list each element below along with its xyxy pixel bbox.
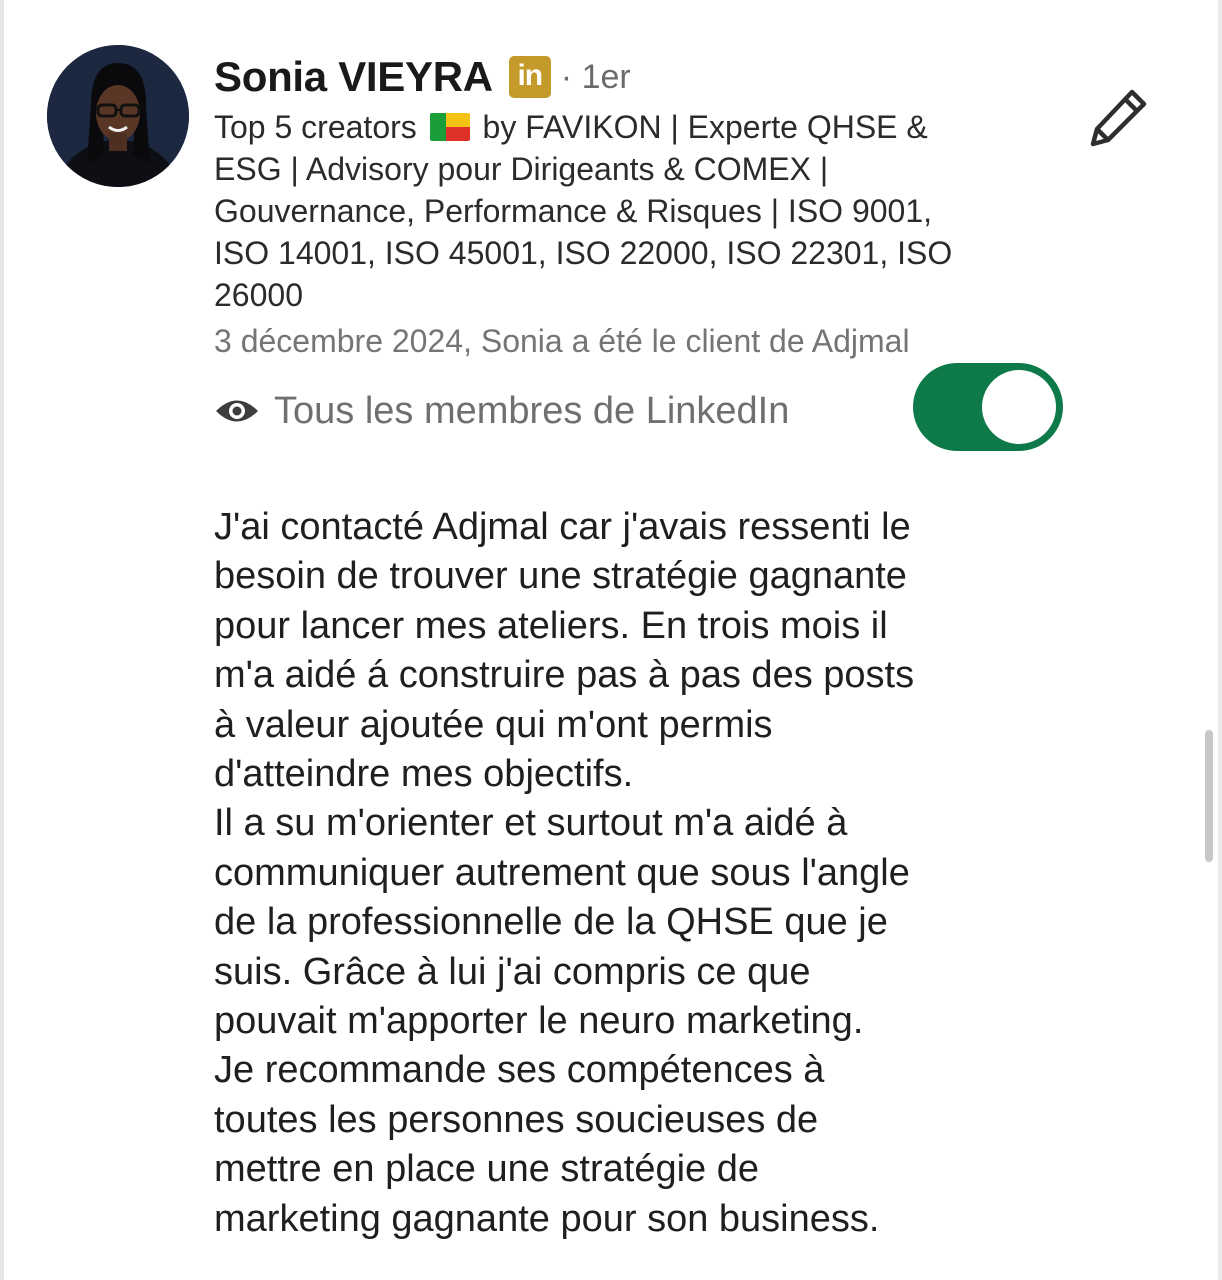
visibility-toggle[interactable] [913, 363, 1063, 451]
avatar[interactable] [47, 45, 189, 187]
recommendation-line: d'atteindre mes objectifs. [214, 753, 634, 796]
recommendation-line: suis. Grâce à lui j'ai compris ce que [214, 950, 811, 993]
recommendation-line: Il a su m'orienter et surtout m'a aidé à [214, 802, 848, 845]
recommendation-line: communiquer autrement que sous l'angle [214, 851, 910, 894]
visibility-setting [214, 385, 789, 437]
recommendation-line: Je recommande ses compétences à [214, 1049, 825, 1092]
author-header [214, 48, 631, 106]
headline-line-3: Gouvernance, Performance & Risques | ISO 9001, [214, 193, 933, 229]
visibility-label: Tous les membres de LinkedIn [274, 389, 790, 432]
recommendation-line: marketing gagnante pour son business. [214, 1197, 880, 1240]
recommendation-line: pouvait m'apporter le neuro marketing. [214, 1000, 864, 1043]
recommendation-line: mettre en place une stratégie de [214, 1148, 760, 1191]
headline-line-4: ISO 14001, ISO 45001, ISO 22000, ISO 22301, ISO [214, 235, 953, 271]
recommendation-line: pour lancer mes ateliers. En trois mois il [214, 604, 888, 647]
recommendation-line: de la professionnelle de la QHSE que je [214, 901, 888, 944]
headline-line-2: ESG | Advisory pour Dirigeants & COMEX | [214, 151, 829, 187]
scrollbar-thumb[interactable] [1205, 730, 1213, 862]
left-edge [0, 0, 4, 1280]
linkedin-icon [509, 56, 551, 98]
connection-degree: · 1er [560, 57, 631, 96]
author-headline [214, 106, 1054, 316]
right-edge [1218, 0, 1222, 1280]
headline-text: by FAVIKON | Experte QHSE & [482, 109, 928, 145]
recommendation-line: m'a aidé á construire pas à pas des posts [214, 654, 915, 697]
headline-line-1 [214, 106, 1054, 148]
recommendation-line: à valeur ajoutée qui m'ont permis [214, 703, 773, 746]
headline-line-5: 26000 [214, 277, 303, 313]
avatar-image [47, 45, 189, 187]
eye-icon [214, 396, 260, 426]
benin-flag-icon [430, 113, 470, 141]
linkedin-badge-text: in [517, 59, 543, 92]
recommendation-date: 3 décembre 2024, Sonia a été le client de Adjmal [214, 323, 910, 359]
author-name[interactable]: Sonia VIEYRA [214, 53, 493, 100]
recommendation-line: besoin de trouver une stratégie gagnante [214, 555, 907, 598]
recommendation-line: toutes les personnes soucieuses de [214, 1098, 819, 1141]
pencil-icon[interactable] [1088, 86, 1150, 148]
headline-text: Top 5 creators [214, 109, 417, 145]
toggle-knob [982, 370, 1056, 444]
recommendation-text [214, 503, 1044, 1244]
recommendation-line: J'ai contacté Adjmal car j'avais ressenti le [214, 506, 911, 548]
